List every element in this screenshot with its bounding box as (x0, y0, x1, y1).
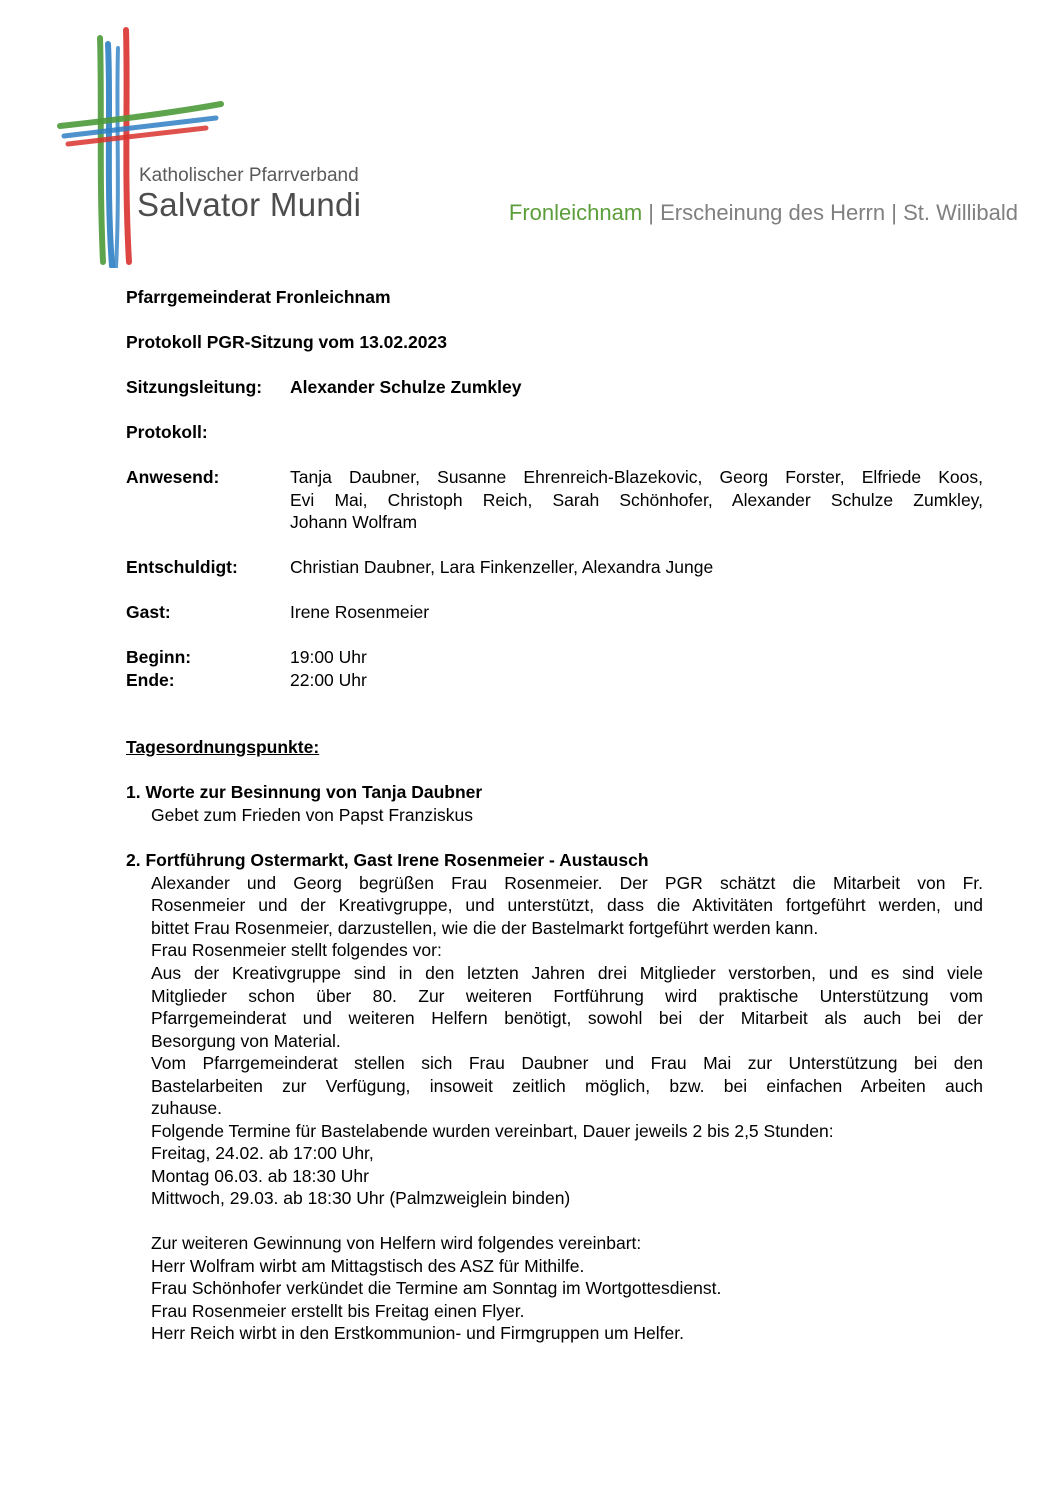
parish-list (509, 200, 1018, 226)
agenda-item-2-line: Mitglieder schon über 80. Zur weiteren Fortführung wird praktische Unterstützung vom (151, 986, 983, 1006)
entschuldigt-label: Entschuldigt: (126, 557, 238, 577)
agenda-item-2-line: Herr Wolfram wirbt am Mittagstisch des ASZ für Mithilfe. (151, 1256, 585, 1276)
organization-name: Salvator Mundi (137, 186, 362, 223)
leitung-value: Alexander Schulze Zumkley (290, 377, 522, 397)
agenda-item-2-line: Alexander und Georg begrüßen Frau Rosenmeier. Der PGR schätzt die Mitarbeit von Fr. (151, 873, 983, 893)
agenda-item-2-title: 2. Fortführung Ostermarkt, Gast Irene Rosenmeier - Austausch (126, 850, 649, 870)
entschuldigt-value: Christian Daubner, Lara Finkenzeller, Alexandra Junge (290, 557, 714, 577)
agenda-item-1-text: Gebet zum Frieden von Papst Franziskus (151, 805, 473, 825)
agenda-item-2-line: Folgende Termine für Bastelabende wurden vereinbart, Dauer jeweils 2 bis 2,5 Stunden: (151, 1121, 834, 1141)
anwesend-line: Johann Wolfram (290, 512, 418, 532)
agenda-item-2-line: zuhause. (151, 1098, 223, 1118)
anwesend-line: Evi Mai, Christoph Reich, Sarah Schönhofer, Alexander Schulze Zumkley, (290, 490, 983, 510)
agenda-item-2-line: Frau Schönhofer verkündet die Termine am Sonntag im Wortgottesdienst. (151, 1278, 722, 1298)
agenda-item-2-line: Frau Rosenmeier stellt folgendes vor: (151, 940, 442, 960)
agenda-item-2-line: Frau Rosenmeier erstellt bis Freitag einen Flyer. (151, 1301, 525, 1321)
anwesend-label: Anwesend: (126, 467, 220, 487)
agenda-item-2-line: Freitag, 24.02. ab 17:00 Uhr, (151, 1143, 374, 1163)
ende-value: 22:00 Uhr (290, 670, 367, 690)
document-title: Protokoll PGR-Sitzung vom 13.02.2023 (126, 332, 447, 352)
agenda-item-2-line: Montag 06.03. ab 18:30 Uhr (151, 1166, 369, 1186)
agenda-item-2-line: Herr Reich wirbt in den Erstkommunion- und Firmgruppen um Helfer. (151, 1323, 684, 1343)
agenda-item-2-line: Vom Pfarrgemeinderat stellen sich Frau Daubner und Frau Mai zur Unterstützung bei den (151, 1053, 983, 1073)
parish-separator: | (885, 200, 904, 225)
gast-value: Irene Rosenmeier (290, 602, 430, 622)
agenda-item-1-title: 1. Worte zur Besinnung von Tanja Daubner (126, 782, 483, 802)
parish-willibald: St. Willibald (903, 200, 1018, 225)
agenda-item-2-line: Besorgung von Material. (151, 1031, 341, 1051)
agenda-item-2-line: Zur weiteren Gewinnung von Helfern wird folgendes vereinbart: (151, 1233, 642, 1253)
ende-label: Ende: (126, 670, 175, 690)
agenda-heading: Tagesordnungspunkte: (126, 737, 320, 757)
agenda-item-2-line: Rosenmeier und der Kreativgruppe, und unterstützt, dass die Aktivitäten fortgeführt werden, und (151, 895, 983, 915)
agenda-item-2-line: Pfarrgemeinderat und weiteren Helfern benötigt, sowohl bei der Mitarbeit als auch bei der (151, 1008, 983, 1028)
parish-erscheinung: Erscheinung des Herrn (660, 200, 886, 225)
organization-prefix: Katholischer Pfarrverband (139, 165, 359, 186)
parish-cross-logo (56, 26, 226, 268)
agenda-item-2-line: bittet Frau Rosenmeier, darzustellen, wie die der Bastelmarkt fortgeführt werden kann. (151, 918, 819, 938)
leitung-label: Sitzungsleitung: (126, 377, 263, 397)
council-name: Pfarrgemeinderat Fronleichnam (126, 287, 391, 307)
parish-separator: | (642, 200, 661, 225)
agenda-item-2-line: Bastelarbeiten zur Verfügung, insoweit zeitlich möglich, bzw. bei einfachen Arbeiten auch (151, 1076, 983, 1096)
beginn-value: 19:00 Uhr (290, 647, 367, 667)
protokoll-label: Protokoll: (126, 422, 208, 442)
gast-label: Gast: (126, 602, 171, 622)
agenda-item-2-line: Aus der Kreativgruppe sind in den letzten Jahren drei Mitglieder verstorben, und es sind viele (151, 963, 983, 983)
parish-fronleichnam: Fronleichnam (508, 200, 643, 225)
agenda-item-2-line: Mittwoch, 29.03. ab 18:30 Uhr (Palmzweiglein binden) (151, 1188, 571, 1208)
anwesend-line: Tanja Daubner, Susanne Ehrenreich-Blazekovic, Georg Forster, Elfriede Koos, (290, 467, 983, 487)
beginn-label: Beginn: (126, 647, 192, 667)
